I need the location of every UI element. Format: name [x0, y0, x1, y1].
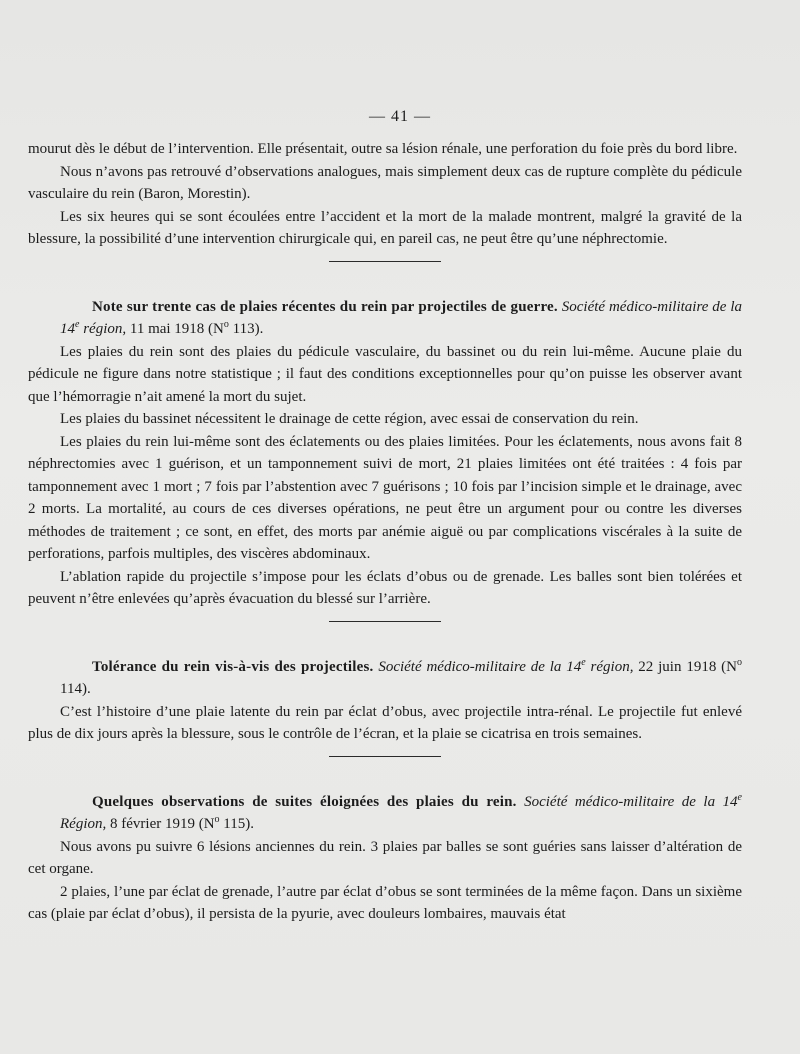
section-heading: Tolérance du rein vis-à-vis des projectiles. Société médico-militaire de la 14e région, 22 juin 1918 ($N^o$ 114). — [60, 656, 742, 697]
section-divider — [329, 756, 441, 757]
section-divider — [329, 621, 441, 622]
section-paragraph: Nous avons pu suivre 6 lésions anciennes du rein. 3 plaies par balles se sont guéries sans laisser d’altération de cet organe. — [28, 838, 742, 877]
section-paragraph: L’ablation rapide du projectile s’impose pour les éclats d’obus ou de grenade. Les balles sont bien tolérées et peuvent n’être enlevées qu’après évacuation du blessé sur l’arrière. — [28, 568, 742, 607]
section-date: 11 mai 1918 (N — [126, 321, 224, 337]
section-number: 115). — [219, 816, 254, 832]
section-source: Société médico-militaire de la 14 — [524, 793, 738, 810]
section-divider — [329, 261, 441, 262]
section-paragraph: Les plaies du rein lui-même sont des éclatements ou des plaies limitées. Pour les éclatements, nous avons fait 8 néphrectomies avec 1 guérison, et un tamponnement suivi de mort, 21 plaies limitées ont été traitées : 4 fois par tamponnement avec 1 mort ; 7 fois par l’abstention avec 7 guérisons ; 10 fois par l’incision simple et le drainage, avec 2 morts. La mortalité, au cours de ces diverses opérations, ne peut être un argument pour ou contre les diverses méthodes de traitement ; ce sont, en effet, des morts par anémie aiguë ou par complications viscérales à la suite de perforations, parfois multiples, des viscères abdominaux. — [28, 433, 742, 562]
section-source: Société médico-militaire de la 14 — [378, 658, 582, 675]
section-paragraph: Les plaies du rein sont des plaies du pédicule vasculaire, du bassinet ou du rein lui-même. Aucune plaie du pédicule ne figure dans notre statistique ; il faut des conditions exceptionnelles pour qu’on puisse les observer avant que l’hémorragie n’ait amené la mort du sujet. — [28, 343, 742, 405]
page-number: — 41 — — [369, 108, 431, 125]
section-paragraph: C’est l’histoire d’une plaie latente du rein par éclat d’obus, avec projectile intra-rénal. Le projectile fut enlevé plus de dix jours après la blessure, sous le contrôle de l’écran, et la plaie se cicatrisa en trois semaines. — [28, 703, 742, 742]
section-paragraph: 2 plaies, l’une par éclat de grenade, l’autre par éclat d’obus se sont terminées de la même façon. Dans un sixième cas (plaie par éclat d’obus), il persista de la pyurie, avec douleurs lombaires, mauvais état — [28, 883, 742, 922]
section-title: Note sur trente cas de plaies récentes du rein par projectiles de guerre. — [92, 298, 558, 315]
intro-paragraph-3: Les six heures qui se sont écoulées entre l’accident et la mort de la malade montrent, malgré la gravité de la blessure, la possibilité d’une intervention chirurgicale qui, en pareil cas, ne peut être qu’une néphrectomie. — [28, 208, 742, 247]
section-title: Tolérance du rein vis-à-vis des projectiles. — [92, 658, 374, 675]
page-body — [28, 138, 742, 926]
section-paragraph: Les plaies du bassinet nécessitent le drainage de cette région, avec essai de conservation du rein. — [60, 411, 639, 427]
section-date: 8 février 1919 (N — [106, 816, 215, 832]
section-title: Quelques observations de suites éloignées des plaies du rein. — [92, 793, 517, 810]
section-3 — [28, 791, 742, 926]
intro-paragraph-1: mourut dès le début de l’intervention. Elle présentait, outre sa lésion rénale, une perforation du foie près du bord libre. — [28, 141, 738, 157]
section-source: Société médico-militaire de la 14 — [60, 298, 743, 337]
intro-paragraph-2: Nous n’avons pas retrouvé d’observations analogues, mais simplement deux cas de rupture complète du pédicule vasculaire du rein (Baron, Morestin). — [28, 163, 742, 202]
section-heading: Note sur trente cas de plaies récentes du rein par projectiles de guerre. Société médico-militaire de la 14e région, 11 mai 1918 ($N^o$ 113). — [60, 298, 743, 337]
section-number: 113). — [228, 321, 264, 337]
section-date: 22 juin 1918 (N — [633, 658, 737, 675]
section-2 — [28, 656, 742, 746]
section-number: 114). — [60, 681, 91, 697]
section-heading: Quelques observations de suites éloignées des plaies du rein. Société médico-militaire de la 14e Région, 8 février 1919 ($N^o$ 115). — [60, 791, 742, 832]
section-1 — [28, 296, 742, 611]
